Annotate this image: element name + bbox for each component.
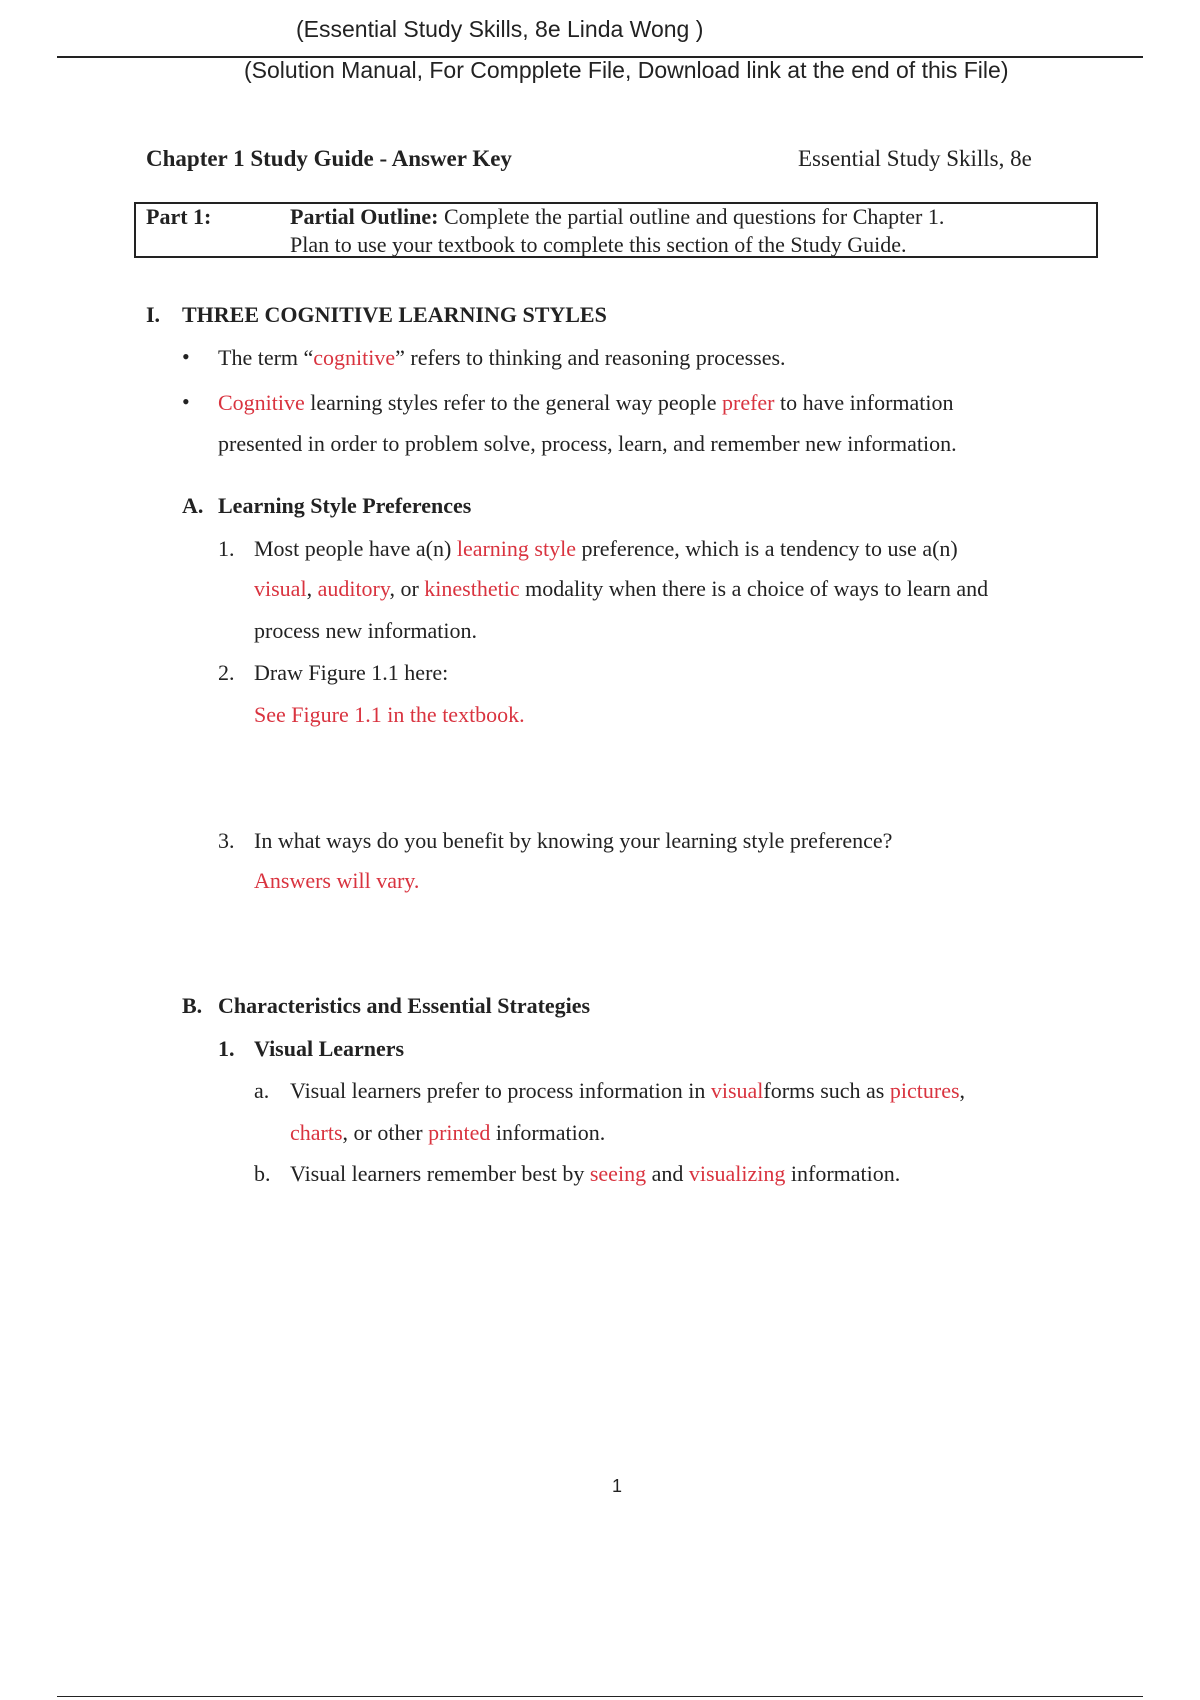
answer-text: cognitive <box>313 345 396 370</box>
text-run: to have information <box>774 390 954 415</box>
text-run: and <box>646 1161 689 1186</box>
part-label: Part 1: <box>146 204 212 229</box>
section-i-bullet-2-cont: presented in order to problem solve, process, learn, and remember new information. <box>218 431 957 456</box>
section-i-title: THREE COGNITIVE LEARNING STYLES <box>182 302 607 327</box>
chapter-title: Chapter 1 Study Guide - Answer Key <box>146 146 512 171</box>
text-run: modality when there is a choice of ways to learn and <box>519 576 989 601</box>
part-instructions-line1 <box>290 204 944 230</box>
answer-text: Cognitive <box>218 390 305 415</box>
part-instructions-line2: Plan to use your textbook to complete this section of the Study Guide. <box>290 232 907 257</box>
text-run: learning styles refer to the general way people <box>304 390 722 415</box>
section-b-item-a <box>290 1078 965 1104</box>
section-b-title: Characteristics and Essential Strategies <box>218 993 591 1018</box>
answer-text: charts <box>290 1120 343 1145</box>
text-run: information. <box>785 1161 901 1186</box>
item-number: 2. <box>218 660 235 685</box>
sub-item-letter: b. <box>254 1161 271 1186</box>
answer-text: visual <box>710 1078 764 1103</box>
document-header-title: (Essential Study Skills, 8e Linda Wong ) <box>296 16 704 42</box>
text-run: Most people have a(n) <box>254 536 457 561</box>
answer-text: visualizing <box>688 1161 786 1186</box>
section-a-item-1-line2 <box>254 576 988 602</box>
text-run: ” refers to thinking and reasoning processes. <box>395 345 786 370</box>
part-heading: Partial Outline: <box>290 204 439 229</box>
section-a-item-2: Draw Figure 1.1 here: <box>254 660 449 685</box>
item-number: 1. <box>218 1036 235 1061</box>
text-run: Visual learners remember best by <box>290 1161 590 1186</box>
section-a-title: Learning Style Preferences <box>218 493 472 518</box>
text-run: information. <box>490 1120 606 1145</box>
text-run: forms such as <box>763 1078 890 1103</box>
text-run: , <box>959 1078 966 1103</box>
answer-text: seeing <box>589 1161 647 1186</box>
document-header-note: (Solution Manual, For Compplete File, Download link at the end of this File) <box>244 57 1009 83</box>
section-b-item-b <box>290 1161 900 1187</box>
text-run: preference, which is a tendency to use a(n) <box>575 536 958 561</box>
item-number: 3. <box>218 828 235 853</box>
text-run: , <box>306 576 318 601</box>
answer-text: visual <box>254 576 307 601</box>
section-i-bullet-2 <box>218 390 954 416</box>
section-a-item-2-answer: See Figure 1.1 in the textbook. <box>254 702 525 727</box>
section-a-item-1 <box>254 536 958 562</box>
book-title: Essential Study Skills, 8e <box>798 146 1032 171</box>
section-a-item-1-line3: process new information. <box>254 618 477 643</box>
text-run: , or other <box>342 1120 429 1145</box>
section-b-item-a-line2 <box>290 1120 605 1146</box>
bullet-icon: • <box>182 389 190 414</box>
bullet-icon: • <box>182 344 190 369</box>
section-a-letter: A. <box>182 493 204 518</box>
section-a-item-3-answer: Answers will vary. <box>254 868 420 893</box>
section-b-letter: B. <box>182 993 203 1018</box>
answer-text: printed <box>428 1120 491 1145</box>
answer-text: pictures <box>889 1078 960 1103</box>
text-run: Visual learners prefer to process information in <box>290 1078 711 1103</box>
page-number: 1 <box>612 1476 623 1496</box>
sub-item-letter: a. <box>254 1078 270 1103</box>
text-run: , or <box>389 576 425 601</box>
answer-text: learning style <box>456 536 576 561</box>
part-instructions-text: Complete the partial outline and questions for Chapter 1. <box>438 204 945 229</box>
answer-text: auditory <box>317 576 390 601</box>
text-run: The term “ <box>218 345 314 370</box>
answer-text: prefer <box>722 390 775 415</box>
section-a-item-3: In what ways do you benefit by knowing your learning style preference? <box>254 828 893 853</box>
item-number: 1. <box>218 536 235 561</box>
section-i-bullet-1 <box>218 345 786 371</box>
section-i-numeral: I. <box>146 302 161 327</box>
section-b-sub1-title: Visual Learners <box>254 1036 405 1061</box>
footer-divider <box>57 1696 1143 1697</box>
answer-text: kinesthetic <box>424 576 520 601</box>
